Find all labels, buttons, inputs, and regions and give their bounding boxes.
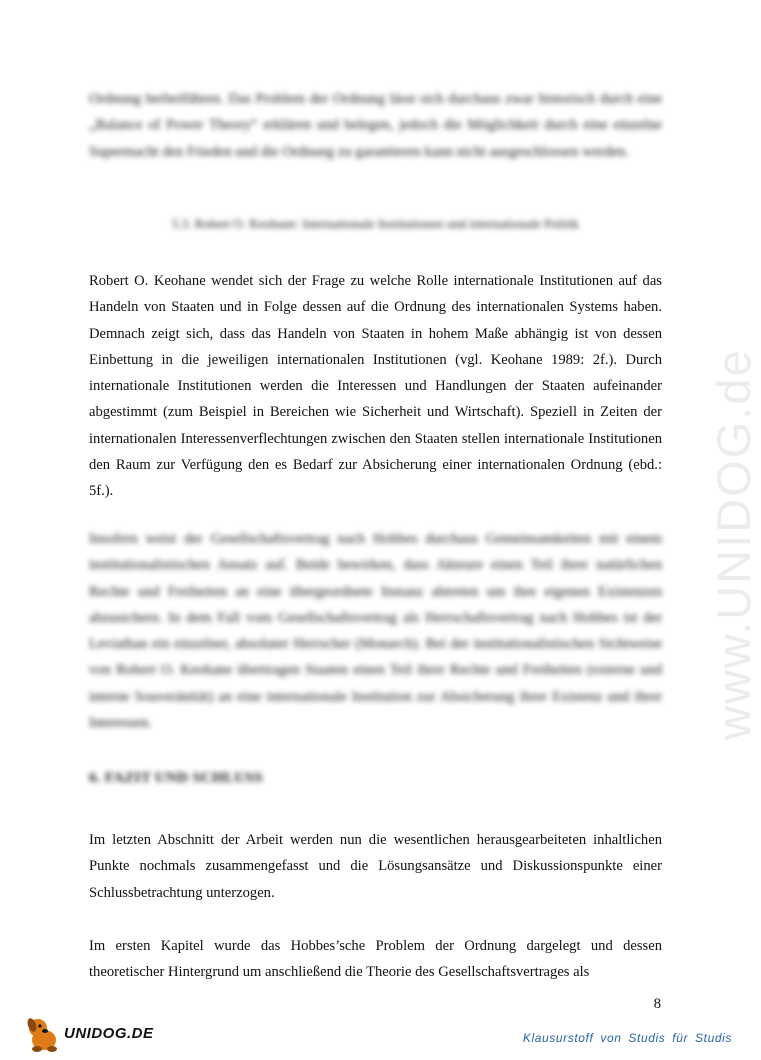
page-number: 8 <box>653 996 661 1012</box>
dog-mascot-icon <box>24 1013 62 1053</box>
footer-tagline: Klausurstoff von Studis für Studis <box>522 1031 732 1045</box>
intro-paragraph: Ordnung herbeiführen. Das Problem der Ordnung lässt sich durchaus zwar historisch durch eine „Balance of Power Theory“ erklären und belegen, jedoch die Möglichkeit durch eine einzelne Supermacht den Frieden und die Ordnung zu garantieren kann nicht ausgeschlossen werden. <box>89 91 662 160</box>
paragraph-conclusion-intro: Im letzten Abschnitt der Arbeit werden nun die wesentlichen herausgearbeiteten inhaltlichen Punkte nochmals zusammengefasst und die Lösungsansätze und Diskussionspunkte einer Schlussbetrachtung unterzogen. <box>89 832 662 901</box>
paragraph-conclusion-first-chapter: Im ersten Kapitel wurde das Hobbes’sche Problem der Ordnung dargelegt und dessen theoretischer Hintergrund um anschließend die Theorie des Gesellschaftsvertrages als <box>89 938 662 981</box>
unidog-logo[interactable] <box>24 1013 154 1053</box>
watermark: www.UNIDOG.de <box>707 348 760 740</box>
paragraph-keohane: Robert O. Keohane wendet sich der Frage zu welche Rolle internationale Institutionen auf das Handeln von Staaten und in Folge dessen auf die Ordnung des internationalen Systems haben. Demnach zeigt sich, dass das Handeln von Staaten in hohem Maße abhängig ist von dessen Einbettung in die jeweiligen internationalen Institutionen (vgl. Keohane 1989: 2f.). Durch internationale Institutionen werden die Interessen und Handlungen der Staaten aufeinander abgestimmt (zum Beispiel in Bereichen wie Sicherheit und Wirtschaft). Speziell in Zeiten der internationalen Interessenverflechtungen zwischen den Staaten stellen internationale Institutionen den Raum zur Verfügung den es Bedarf zur Absicherung einer internationalen Ordnung (ebd.: 5f.). <box>89 273 662 500</box>
paragraph-comparison: Insofern weist der Gesellschaftsvertrag nach Hobbes durchaus Gemeinsamkeiten mit einem institutionalistischen Ansatz auf. Beide bewirken, dass Akteure einen Teil ihrer natürlichen Rechte und Freiheiten an eine übergeordnete Instanz abtreten um ihre eigenen Existenzen abzusichern. In dem Fall vom Gesellschaftsvertrag als Herrschaftsvertrag nach Hobbes ist der Leviathan ein einzelner, absoluter Herrscher (Monarch). Bei der institutionalistischen Sichtweise von Robert O. Keohane übertragen Staaten einen Teil ihrer Rechte und Freiheiten (externe und interne Souveränität) an eine internationale Institution zur Absicherung ihrer Existenz und ihrer Interessen. <box>89 531 662 732</box>
section-heading: 6. FAZIT UND SCHLUSS <box>89 770 263 786</box>
subsection-heading: 5.3. Robert O. Keohane: Internationale Institutionen und internationale Politik <box>172 216 579 231</box>
logo-text: UNIDOG.DE <box>64 1025 154 1042</box>
